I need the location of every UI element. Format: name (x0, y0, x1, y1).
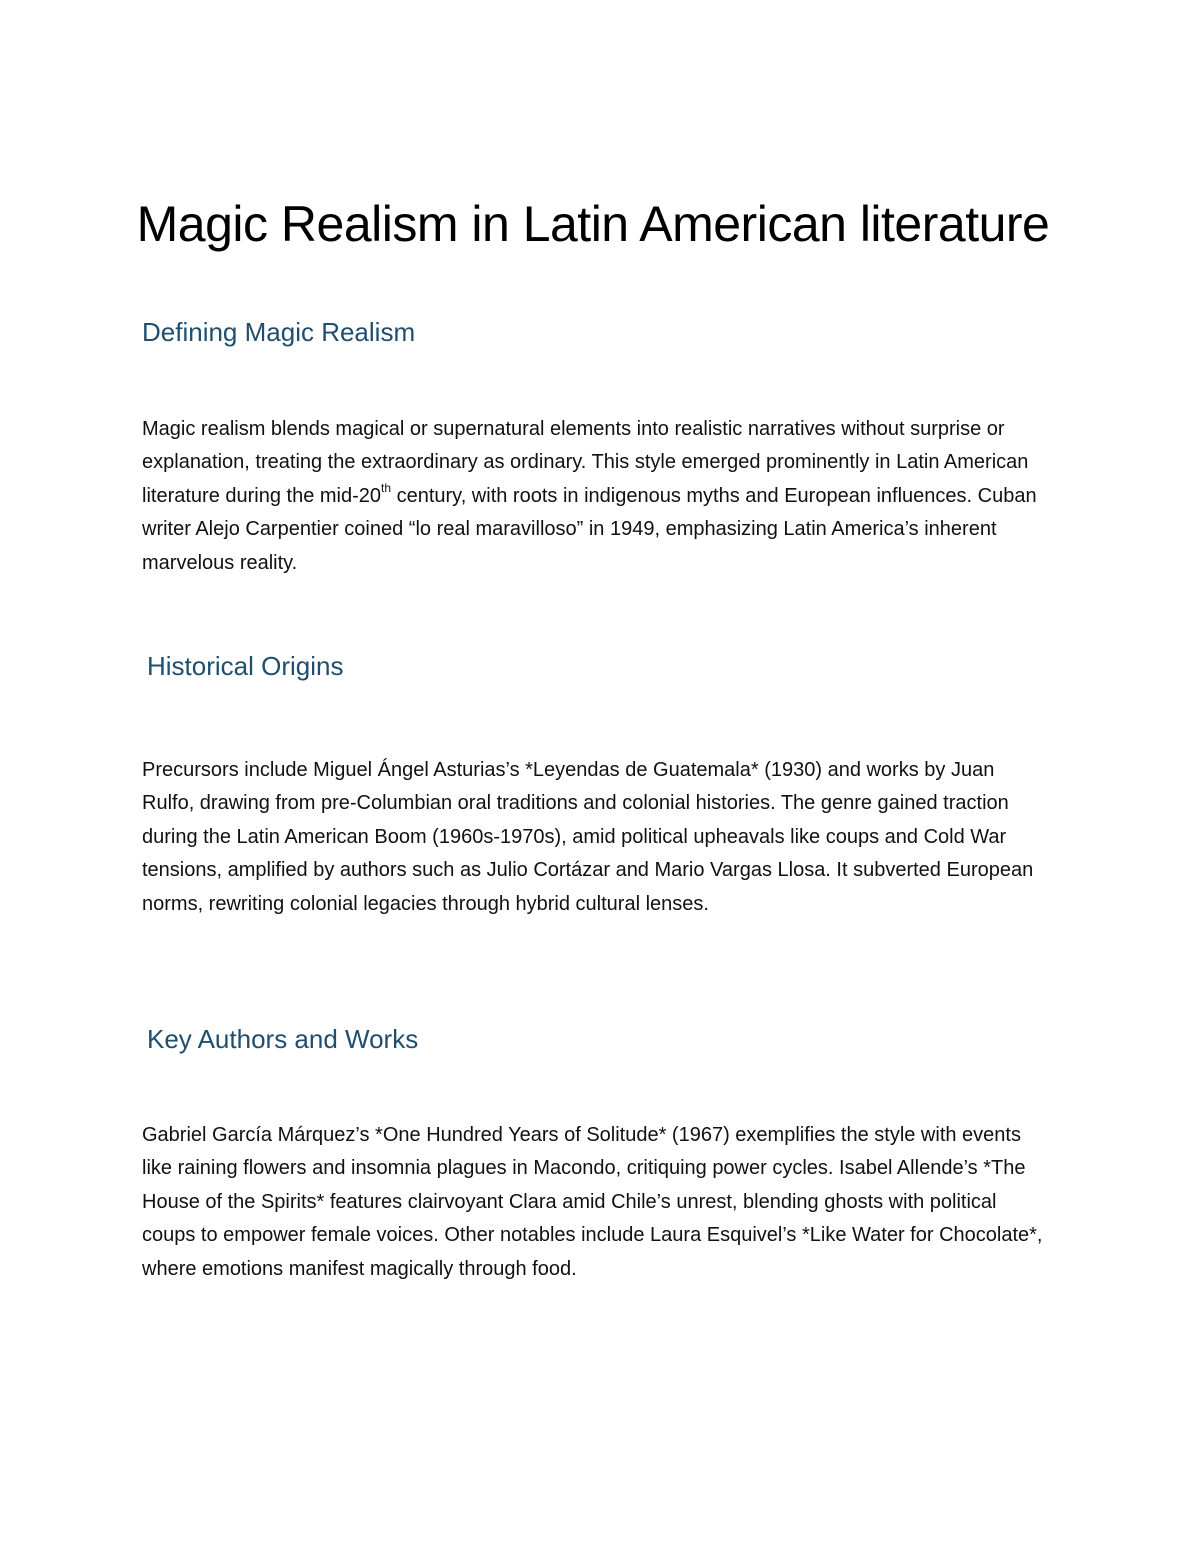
body-text: century, with roots in indigenous myths and European influences. Cuban writer Alejo Carpentier coined “lo real maravilloso” in 1949, emphasizing Latin America’s inherent marvelous reality. (142, 484, 1037, 574)
section-body-key-authors-and-works: Gabriel García Márquez’s *One Hundred Years of Solitude* (1967) exemplifies the style with events like raining flowers and insomnia plagues in Macondo, critiquing power cycles. Isabel Allende’s *The House of the Spirits* features clairvoyant Clara amid Chile’s unrest, blending ghosts with political coups to empower female voices. Other notables include Laura Esquivel’s *Like Water for Chocolate*, where emotions manifest magically through food. (142, 1124, 1043, 1280)
ordinal-suffix: th (381, 481, 392, 496)
section-body-defining-magic-realism (142, 413, 1052, 580)
section-body-historical-origins: Precursors include Miguel Ángel Asturias’s *Leyendas de Guatemala* (1930) and works by Juan Rulfo, drawing from pre-Columbian oral traditions and colonial histories. The genre gained traction during the Latin American Boom (1960s-1970s), amid political upheavals like coups and Cold War tensions, amplified by authors such as Julio Cortázar and Mario Vargas Llosa. It subverted European norms, rewriting colonial legacies through hybrid cultural lenses. (142, 759, 1034, 915)
document-title: Magic Realism in Latin American literature (136, 196, 1050, 252)
section-heading-historical-origins: Historical Origins (147, 651, 344, 681)
section-heading-defining-magic-realism: Defining Magic Realism (142, 317, 416, 347)
body-text: Magic realism blends magical or supernatural elements into realistic narratives without surprise or explanation, treating the extraordinary as ordinary. This style emerged prominently in Latin American literature during the mid-20 (142, 418, 1029, 507)
section-heading-key-authors-and-works: Key Authors and Works (147, 1024, 419, 1054)
